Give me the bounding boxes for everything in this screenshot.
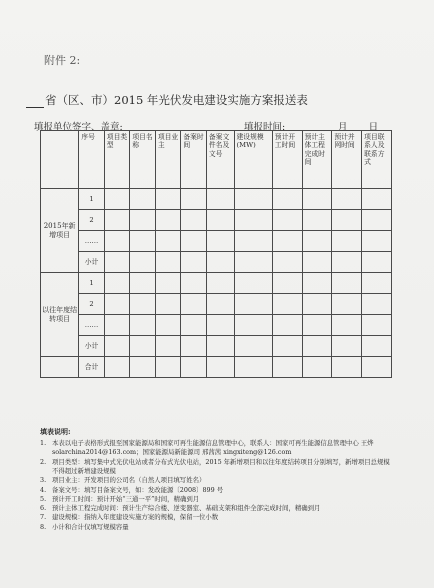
province-blank[interactable]: [26, 96, 44, 108]
table-row-total: [41, 357, 392, 378]
input-cell[interactable]: [234, 189, 272, 210]
table-row: [41, 210, 392, 231]
total-group-cell: [41, 357, 79, 378]
input-cell[interactable]: [234, 294, 272, 315]
input-cell[interactable]: [155, 252, 181, 273]
row-subtotal: 小计: [79, 336, 105, 357]
input-cell[interactable]: [362, 294, 392, 315]
instruction-text: 备案文号：填写目备案文号，如：发改能源〔2008〕899 号: [52, 485, 224, 494]
input-cell[interactable]: [302, 252, 332, 273]
instruction-number: 4.: [40, 485, 47, 494]
header-cell: 预计并网时间: [332, 131, 362, 189]
instruction-text: 预计开工时间：预计开始“三通一平”时间，精确到月: [52, 494, 200, 503]
input-cell[interactable]: [272, 315, 302, 336]
input-cell[interactable]: [272, 273, 302, 294]
input-cell[interactable]: [181, 315, 207, 336]
input-cell[interactable]: [155, 315, 181, 336]
input-cell[interactable]: [272, 210, 302, 231]
input-cell[interactable]: [104, 189, 130, 210]
input-cell[interactable]: [332, 210, 362, 231]
instruction-item: [40, 458, 390, 477]
input-cell[interactable]: [302, 273, 332, 294]
input-cell[interactable]: [104, 294, 130, 315]
input-cell[interactable]: [272, 336, 302, 357]
input-cell[interactable]: [181, 336, 207, 357]
instruction-text: 预计主体工程完成时间：预计生产综合楼、逆变器室、基础支架和组件全部完成时间，精确到月: [52, 504, 321, 513]
row-number: 2: [79, 294, 105, 315]
input-cell[interactable]: [206, 189, 234, 210]
input-cell[interactable]: [234, 336, 272, 357]
input-cell[interactable]: [302, 294, 332, 315]
input-cell[interactable]: [362, 210, 392, 231]
report-table: [40, 130, 392, 378]
input-cell[interactable]: [332, 294, 362, 315]
group-label-carryover: 以往年度结转项目: [41, 273, 79, 357]
input-cell[interactable]: [206, 357, 234, 378]
instruction-item: [40, 486, 390, 495]
table-row: [41, 336, 392, 357]
instruction-item: [40, 504, 390, 513]
input-cell[interactable]: [104, 357, 130, 378]
header-cell: 备案文件名及文号: [206, 131, 234, 189]
input-cell[interactable]: [302, 231, 332, 252]
month-label: 月: [338, 122, 348, 133]
input-cell[interactable]: [332, 336, 362, 357]
instruction-item: [40, 513, 390, 522]
input-cell[interactable]: [362, 273, 392, 294]
attachment-label: 附件 2:: [44, 54, 81, 67]
input-cell[interactable]: [104, 252, 130, 273]
row-number: 1: [79, 189, 105, 210]
input-cell[interactable]: [362, 315, 392, 336]
input-cell[interactable]: [104, 231, 130, 252]
input-cell[interactable]: [234, 357, 272, 378]
input-cell[interactable]: [130, 273, 156, 294]
header-cell: 项目业主: [155, 131, 181, 189]
row-number: ……: [79, 315, 105, 336]
instruction-number: 5.: [40, 494, 47, 503]
input-cell[interactable]: [332, 357, 362, 378]
table-row: [41, 189, 392, 210]
input-cell[interactable]: [130, 210, 156, 231]
header-corner: [41, 131, 79, 189]
input-cell[interactable]: [234, 315, 272, 336]
header-cell: 项目联系人及联系方式: [362, 131, 392, 189]
input-cell[interactable]: [181, 189, 207, 210]
instruction-number: 1.: [40, 439, 47, 448]
row-number: 2: [79, 210, 105, 231]
form-title: 省（区、市）2015 年光伏发电建设实施方案报送表: [45, 93, 308, 107]
input-cell[interactable]: [332, 189, 362, 210]
input-cell[interactable]: [272, 294, 302, 315]
input-cell[interactable]: [181, 210, 207, 231]
input-cell[interactable]: [362, 252, 392, 273]
input-cell[interactable]: [104, 273, 130, 294]
table-row: [41, 273, 392, 294]
input-cell[interactable]: [234, 252, 272, 273]
table-row: [41, 231, 392, 252]
input-cell[interactable]: [181, 252, 207, 273]
row-subtotal: 小计: [79, 252, 105, 273]
date-label: 填报时间:: [244, 122, 286, 133]
instruction-number: 3.: [40, 476, 47, 485]
instructions-heading: 填表说明:: [40, 427, 71, 436]
table-row: [41, 315, 392, 336]
form-title-row: [26, 92, 426, 108]
input-cell[interactable]: [302, 357, 332, 378]
header-cell: 预计开工时间: [272, 131, 302, 189]
row-number: 1: [79, 273, 105, 294]
input-cell[interactable]: [272, 252, 302, 273]
input-cell[interactable]: [155, 210, 181, 231]
input-cell[interactable]: [362, 231, 392, 252]
instruction-text: 本表以电子表格形式报至国家能源局和国家可再生能源信息管理中心，联系人：国家可再生能源信息管理中心 王烨 solarchina2014@163.com；国家能源局新能源司 邢茜茜 xingxiteng@126.com: [52, 439, 374, 457]
input-cell[interactable]: [234, 273, 272, 294]
instruction-text: 小计和合计仅填写规模容量: [52, 522, 129, 531]
sign-label: 填报单位签字、盖章:: [34, 122, 123, 133]
header-cell: 项目类型: [104, 131, 130, 189]
table-row: [41, 294, 392, 315]
group-label-new: 2015年新增项目: [41, 189, 79, 273]
input-cell[interactable]: [181, 357, 207, 378]
row-number: ……: [79, 231, 105, 252]
input-cell[interactable]: [130, 294, 156, 315]
header-cell: 备案时间: [181, 131, 207, 189]
input-cell[interactable]: [332, 273, 362, 294]
input-cell[interactable]: [302, 336, 332, 357]
input-cell[interactable]: [206, 231, 234, 252]
input-cell[interactable]: [130, 357, 156, 378]
input-cell[interactable]: [206, 294, 234, 315]
input-cell[interactable]: [155, 357, 181, 378]
instruction-number: 8.: [40, 522, 47, 531]
input-cell[interactable]: [104, 336, 130, 357]
input-cell[interactable]: [104, 315, 130, 336]
header-cell: 预计主体工程完成时间: [302, 131, 332, 189]
input-cell[interactable]: [206, 336, 234, 357]
instructions: [40, 427, 390, 532]
instruction-item: [40, 495, 390, 504]
input-cell[interactable]: [272, 231, 302, 252]
input-cell[interactable]: [181, 231, 207, 252]
header-cell: 建设规模(MW): [234, 131, 272, 189]
input-cell[interactable]: [130, 189, 156, 210]
input-cell[interactable]: [206, 273, 234, 294]
instruction-number: 2.: [40, 457, 47, 466]
input-cell[interactable]: [155, 336, 181, 357]
input-cell[interactable]: [206, 210, 234, 231]
input-cell[interactable]: [332, 231, 362, 252]
row-total: 合计: [79, 357, 105, 378]
input-cell[interactable]: [130, 252, 156, 273]
input-cell[interactable]: [130, 315, 156, 336]
input-cell[interactable]: [181, 294, 207, 315]
input-cell[interactable]: [332, 252, 362, 273]
input-cell[interactable]: [362, 189, 392, 210]
input-cell[interactable]: [362, 357, 392, 378]
instruction-text: 项目业主：开发项目的公司名（自然人项目填写姓名）: [52, 476, 206, 485]
day-label: 日: [368, 122, 379, 133]
input-cell[interactable]: [206, 252, 234, 273]
input-cell[interactable]: [302, 315, 332, 336]
input-cell[interactable]: [130, 336, 156, 357]
input-cell[interactable]: [206, 315, 234, 336]
input-cell[interactable]: [130, 231, 156, 252]
input-cell[interactable]: [155, 189, 181, 210]
table-row: [41, 252, 392, 273]
header-cell: 序号: [79, 131, 105, 189]
instruction-text: 建设规模：指纳入年度建设实施方案的规模，保留一位小数: [52, 513, 219, 522]
instruction-item: [40, 523, 390, 532]
header-cell: 项目名称: [130, 131, 156, 189]
instruction-text: 项目类型：填写集中式光伏电站或者分布式光伏电站，2015 年新增项目和以往年度结转项目分别填写，新增项目总规模不得超过新增建设规模: [52, 457, 390, 475]
input-cell[interactable]: [181, 273, 207, 294]
input-cell[interactable]: [155, 231, 181, 252]
input-cell[interactable]: [362, 336, 392, 357]
input-cell[interactable]: [155, 273, 181, 294]
input-cell[interactable]: [104, 210, 130, 231]
header-row: [41, 131, 392, 189]
input-cell[interactable]: [272, 357, 302, 378]
input-cell[interactable]: [302, 189, 332, 210]
input-cell[interactable]: [302, 210, 332, 231]
input-cell[interactable]: [234, 210, 272, 231]
input-cell[interactable]: [272, 189, 302, 210]
instruction-number: 6.: [40, 504, 47, 513]
instruction-number: 7.: [40, 513, 47, 522]
input-cell[interactable]: [155, 294, 181, 315]
input-cell[interactable]: [234, 231, 272, 252]
input-cell[interactable]: [332, 315, 362, 336]
instruction-item: [40, 476, 390, 485]
instruction-item: [40, 439, 390, 458]
